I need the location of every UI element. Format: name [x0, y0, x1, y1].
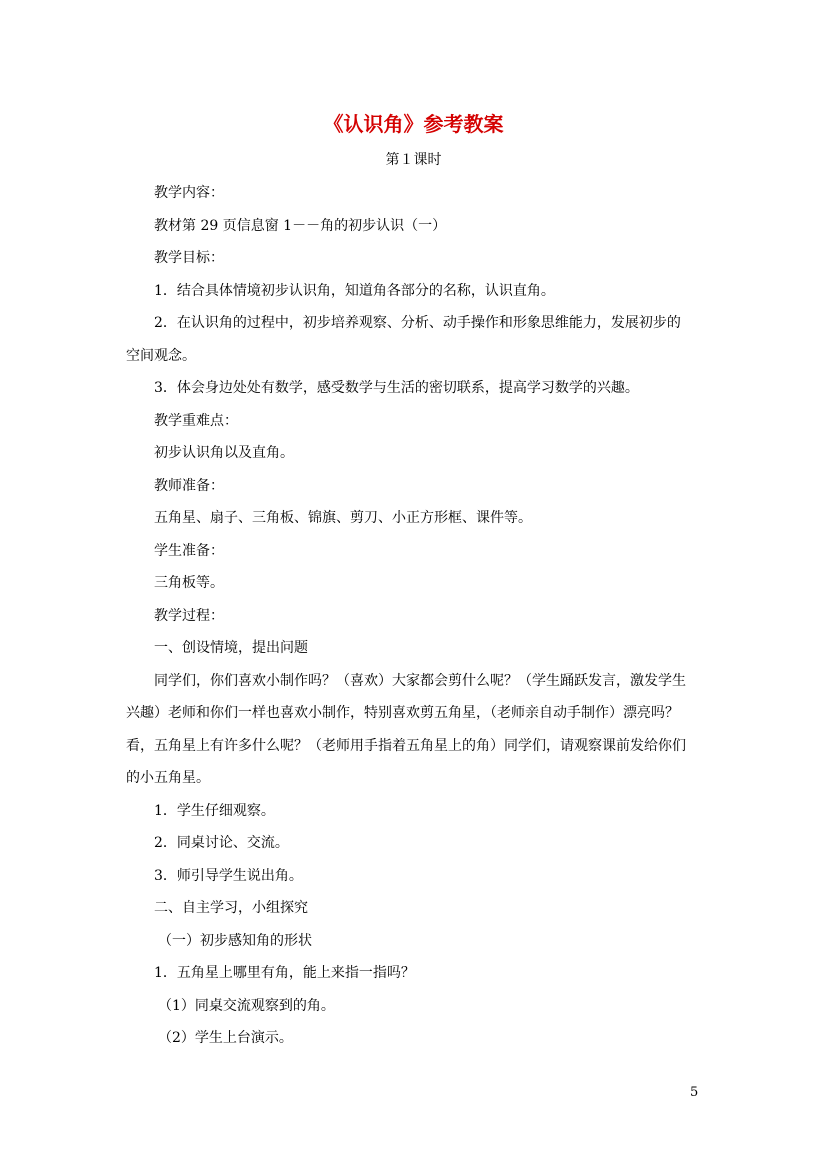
- paragraph-line: 3．师引导学生说出角。: [154, 868, 303, 884]
- paragraph-line: 兴趣）老师和你们一样也喜欢小制作，特别喜欢剪五角星，（老师亲自动手制作）漂亮吗？: [126, 705, 679, 721]
- paragraph-line: 三角板等。: [154, 575, 224, 591]
- paragraph-line: 教师准备：: [154, 478, 224, 494]
- paragraph-line: 1．学生仔细观察。: [154, 803, 275, 819]
- paragraph-line: 3．体会身边处处有数学，感受数学与生活的密切联系，提高学习数学的兴趣。: [154, 380, 639, 396]
- paragraph-line: 教材第 29 页信息窗 1－－角的初步认识（一）: [154, 218, 447, 234]
- paragraph-line: 一、创设情境，提出问题: [154, 640, 308, 656]
- paragraph-line: 同学们，你们喜欢小制作吗？（喜欢）大家都会剪什么呢？（学生踊跃发言，激发学生: [154, 673, 686, 689]
- paragraph-line: 看，五角星上有许多什么呢？（老师用手指着五角星上的角）同学们，请观察课前发给你们: [126, 738, 686, 754]
- paragraph-line: 2．在认识角的过程中，初步培养观察、分析、动手操作和形象思维能力，发展初步的: [154, 315, 681, 331]
- paragraph-line: （2）学生上台演示。: [158, 1030, 293, 1046]
- paragraph-line: 学生准备：: [154, 543, 224, 559]
- paragraph-line: 二、自主学习，小组探究: [154, 900, 308, 916]
- paragraph-line: 教学过程：: [154, 608, 224, 624]
- paragraph-line: 教学重难点：: [154, 413, 238, 429]
- paragraph-line: 空间观念。: [126, 348, 196, 364]
- paragraph-line: 的小五角星。: [126, 770, 210, 786]
- paragraph-line: （1）同桌交流观察到的角。: [158, 998, 335, 1014]
- paragraph-line: 教学内容：: [154, 185, 224, 201]
- paragraph-line: 2．同桌讨论、交流。: [154, 835, 289, 851]
- paragraph-line: 1．五角星上哪里有角，能上来指一指吗？: [154, 965, 415, 981]
- paragraph-line: 教学目标：: [154, 250, 224, 266]
- paragraph-line: （一）初步感知角的形状: [158, 933, 312, 949]
- lesson-subtitle: 第１课时: [385, 152, 442, 168]
- page-number: 5: [690, 1085, 699, 1100]
- document-title: 《认识角》参考教案: [323, 112, 504, 136]
- paragraph-line: 初步认识角以及直角。: [154, 445, 294, 461]
- paragraph-line: 1．结合具体情境初步认识角，知道角各部分的名称，认识直角。: [154, 283, 555, 299]
- paragraph-line: 五角星、扇子、三角板、锦旗、剪刀、小正方形框、课件等。: [154, 510, 532, 526]
